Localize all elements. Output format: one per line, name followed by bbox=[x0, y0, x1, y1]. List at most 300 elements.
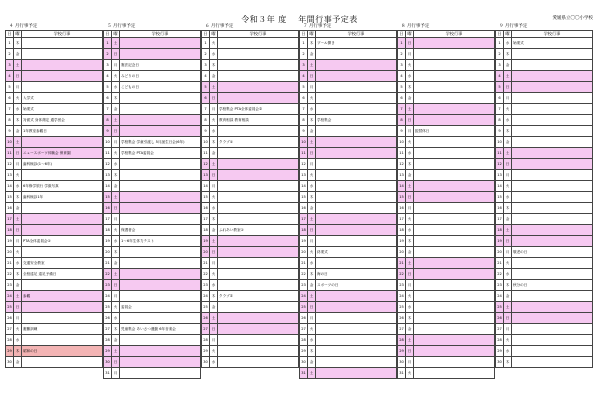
event-cell bbox=[512, 137, 593, 148]
day-row bbox=[202, 203, 299, 214]
event-cell bbox=[218, 280, 299, 291]
weekday-cell: 金 bbox=[210, 225, 218, 236]
day-number: 15 bbox=[398, 192, 406, 203]
day-number: 21 bbox=[398, 258, 406, 269]
month-table bbox=[397, 30, 495, 379]
day-row bbox=[6, 137, 103, 148]
day-number: 3 bbox=[496, 60, 504, 71]
event-cell bbox=[218, 302, 299, 313]
day-row bbox=[104, 82, 201, 93]
month-table bbox=[201, 30, 299, 368]
day-number: 9 bbox=[300, 126, 308, 137]
event-cell: 始業式 bbox=[512, 38, 593, 49]
event-cell bbox=[414, 181, 495, 192]
weekday-cell: 金 bbox=[210, 71, 218, 82]
weekday-cell: 火 bbox=[406, 368, 414, 379]
weekday-cell: 土 bbox=[14, 60, 22, 71]
day-row bbox=[496, 302, 593, 313]
day-row bbox=[202, 49, 299, 60]
month-column bbox=[201, 23, 299, 379]
day-row bbox=[6, 313, 103, 324]
weekday-cell: 日 bbox=[308, 148, 316, 159]
event-cell: 学校集会 bbox=[316, 115, 397, 126]
day-number: 24 bbox=[496, 291, 504, 302]
day-row bbox=[6, 269, 103, 280]
day-row bbox=[300, 368, 397, 379]
day-number: 2 bbox=[202, 49, 210, 60]
day-number: 20 bbox=[202, 247, 210, 258]
event-cell bbox=[512, 82, 593, 93]
weekday-cell: 金 bbox=[406, 170, 414, 181]
day-number: 9 bbox=[398, 126, 406, 137]
month-table bbox=[495, 30, 593, 368]
event-cell bbox=[120, 368, 201, 379]
day-row bbox=[6, 335, 103, 346]
day-number: 2 bbox=[300, 49, 308, 60]
event-cell bbox=[316, 335, 397, 346]
day-number: 4 bbox=[300, 71, 308, 82]
day-number: 7 bbox=[104, 104, 112, 115]
event-cell bbox=[414, 159, 495, 170]
weekday-cell: 金 bbox=[308, 280, 316, 291]
weekday-cell: 日 bbox=[308, 71, 316, 82]
day-row bbox=[300, 280, 397, 291]
header-row bbox=[6, 31, 103, 38]
event-cell bbox=[512, 93, 593, 104]
day-row bbox=[496, 148, 593, 159]
day-number: 17 bbox=[398, 214, 406, 225]
day-row bbox=[300, 71, 397, 82]
event-cell bbox=[512, 236, 593, 247]
weekday-cell: 水 bbox=[504, 115, 512, 126]
event-cell bbox=[120, 247, 201, 258]
weekday-cell: 土 bbox=[308, 291, 316, 302]
day-number: 4 bbox=[6, 71, 14, 82]
day-column-header: 日 bbox=[399, 30, 404, 36]
day-row bbox=[6, 181, 103, 192]
weekday-cell: 日 bbox=[112, 49, 120, 60]
day-number: 25 bbox=[202, 302, 210, 313]
weekday-cell: 火 bbox=[504, 258, 512, 269]
day-row bbox=[398, 247, 495, 258]
weekday-cell: 金 bbox=[308, 49, 316, 60]
weekday-cell: 日 bbox=[504, 159, 512, 170]
weekday-cell: 火 bbox=[112, 148, 120, 159]
weekday-cell: 土 bbox=[504, 225, 512, 236]
event-cell: 保護者会 bbox=[120, 225, 201, 236]
weekday-cell: 金 bbox=[308, 203, 316, 214]
day-row bbox=[300, 247, 397, 258]
event-cell bbox=[22, 225, 103, 236]
event-cell bbox=[22, 247, 103, 258]
day-number: 16 bbox=[496, 203, 504, 214]
day-row bbox=[496, 203, 593, 214]
day-row bbox=[6, 203, 103, 214]
event-cell bbox=[414, 82, 495, 93]
event-cell bbox=[414, 214, 495, 225]
weekday-column-header: 曜 bbox=[15, 30, 20, 36]
day-row bbox=[104, 148, 201, 159]
weekday-cell: 金 bbox=[406, 324, 414, 335]
event-cell bbox=[316, 192, 397, 203]
day-number: 4 bbox=[398, 71, 406, 82]
event-cell bbox=[512, 214, 593, 225]
day-number: 24 bbox=[6, 291, 14, 302]
day-row bbox=[300, 148, 397, 159]
event-cell bbox=[414, 170, 495, 181]
day-number: 27 bbox=[300, 324, 308, 335]
day-row bbox=[300, 115, 397, 126]
day-row bbox=[398, 269, 495, 280]
day-number: 5 bbox=[496, 82, 504, 93]
day-row bbox=[300, 126, 397, 137]
day-number: 10 bbox=[496, 137, 504, 148]
day-row bbox=[496, 258, 593, 269]
day-number: 12 bbox=[202, 159, 210, 170]
day-row bbox=[398, 159, 495, 170]
event-cell bbox=[218, 357, 299, 368]
weekday-cell: 月 bbox=[210, 104, 218, 115]
weekday-cell: 木 bbox=[14, 346, 22, 357]
weekday-cell: 日 bbox=[406, 115, 414, 126]
day-row bbox=[104, 368, 201, 379]
event-cell bbox=[316, 324, 397, 335]
day-row bbox=[398, 137, 495, 148]
day-row bbox=[398, 148, 495, 159]
event-cell bbox=[414, 225, 495, 236]
header-row bbox=[104, 31, 201, 38]
event-cell bbox=[414, 115, 495, 126]
weekday-cell: 木 bbox=[210, 60, 218, 71]
weekday-cell: 水 bbox=[308, 335, 316, 346]
weekday-cell: 土 bbox=[112, 38, 120, 49]
weekday-cell: 土 bbox=[112, 192, 120, 203]
event-cell bbox=[120, 93, 201, 104]
weekday-cell: 木 bbox=[406, 313, 414, 324]
day-number: 28 bbox=[6, 335, 14, 346]
event-cell bbox=[414, 368, 495, 379]
day-number: 15 bbox=[6, 192, 14, 203]
weekday-cell: 日 bbox=[210, 170, 218, 181]
weekday-cell: 水 bbox=[14, 258, 22, 269]
day-row bbox=[300, 60, 397, 71]
weekday-cell: 水 bbox=[210, 203, 218, 214]
weekday-cell: 水 bbox=[14, 104, 22, 115]
day-number: 1 bbox=[496, 38, 504, 49]
weekday-cell: 日 bbox=[406, 269, 414, 280]
event-cell: 海の日 bbox=[316, 269, 397, 280]
day-number: 21 bbox=[202, 258, 210, 269]
day-row bbox=[300, 324, 397, 335]
weekday-cell: 土 bbox=[210, 82, 218, 93]
day-number: 14 bbox=[6, 181, 14, 192]
weekday-cell: 土 bbox=[308, 368, 316, 379]
day-number: 11 bbox=[6, 148, 14, 159]
event-cell: 歯科検診(1～6年) bbox=[22, 159, 103, 170]
page-title: 令和３年 度 年間行事予定表 bbox=[241, 15, 358, 24]
weekday-cell: 木 bbox=[406, 82, 414, 93]
day-row bbox=[202, 71, 299, 82]
event-cell: 1年教室参観日 bbox=[22, 126, 103, 137]
day-number: 20 bbox=[6, 247, 14, 258]
day-number: 15 bbox=[300, 192, 308, 203]
day-number: 19 bbox=[398, 236, 406, 247]
weekday-cell: 金 bbox=[406, 247, 414, 258]
day-row bbox=[202, 302, 299, 313]
day-row bbox=[6, 291, 103, 302]
weekday-cell: 金 bbox=[308, 126, 316, 137]
day-number: 14 bbox=[398, 181, 406, 192]
day-row bbox=[202, 214, 299, 225]
event-cell bbox=[512, 258, 593, 269]
day-number: 22 bbox=[496, 269, 504, 280]
event-cell bbox=[512, 60, 593, 71]
day-number: 20 bbox=[496, 247, 504, 258]
event-cell bbox=[22, 335, 103, 346]
weekday-cell: 木 bbox=[504, 357, 512, 368]
day-number: 30 bbox=[202, 357, 210, 368]
weekday-cell: 月 bbox=[504, 170, 512, 181]
day-row bbox=[300, 225, 397, 236]
day-number: 12 bbox=[496, 159, 504, 170]
event-cell bbox=[22, 71, 103, 82]
day-number: 13 bbox=[202, 170, 210, 181]
weekday-cell: 月 bbox=[406, 49, 414, 60]
weekday-cell: 木 bbox=[406, 236, 414, 247]
day-row bbox=[300, 82, 397, 93]
weekday-cell: 金 bbox=[210, 302, 218, 313]
weekday-cell: 金 bbox=[406, 93, 414, 104]
event-cell bbox=[218, 181, 299, 192]
day-row bbox=[6, 93, 103, 104]
day-number: 7 bbox=[496, 104, 504, 115]
day-number: 27 bbox=[104, 324, 112, 335]
day-row bbox=[398, 170, 495, 181]
event-cell bbox=[316, 104, 397, 115]
day-row bbox=[398, 104, 495, 115]
event-cell bbox=[120, 126, 201, 137]
weekday-cell: 土 bbox=[504, 148, 512, 159]
weekday-cell: 日 bbox=[406, 38, 414, 49]
day-row bbox=[300, 357, 397, 368]
day-row bbox=[398, 324, 495, 335]
event-cell bbox=[316, 225, 397, 236]
event-cell bbox=[218, 346, 299, 357]
event-cell bbox=[414, 258, 495, 269]
day-row bbox=[496, 181, 593, 192]
event-cell bbox=[414, 137, 495, 148]
weekday-cell: 火 bbox=[14, 170, 22, 181]
weekday-cell: 木 bbox=[210, 214, 218, 225]
day-number: 22 bbox=[300, 269, 308, 280]
event-cell bbox=[22, 357, 103, 368]
day-number: 23 bbox=[202, 280, 210, 291]
day-number: 11 bbox=[300, 148, 308, 159]
day-row bbox=[300, 346, 397, 357]
weekday-cell: 火 bbox=[210, 346, 218, 357]
day-number: 26 bbox=[6, 313, 14, 324]
event-cell bbox=[414, 192, 495, 203]
weekday-cell: 月 bbox=[210, 258, 218, 269]
weekday-cell: 月 bbox=[406, 203, 414, 214]
weekday-cell: 水 bbox=[112, 82, 120, 93]
day-number: 2 bbox=[6, 49, 14, 60]
event-cell bbox=[120, 181, 201, 192]
event-cell bbox=[120, 203, 201, 214]
event-cell bbox=[512, 335, 593, 346]
day-number: 11 bbox=[398, 148, 406, 159]
event-cell bbox=[218, 324, 299, 335]
day-number: 21 bbox=[496, 258, 504, 269]
day-row bbox=[202, 137, 299, 148]
event-cell bbox=[512, 192, 593, 203]
weekday-cell: 月 bbox=[504, 93, 512, 104]
event-cell: プール開き bbox=[316, 38, 397, 49]
event-cell bbox=[414, 203, 495, 214]
day-number: 10 bbox=[202, 137, 210, 148]
day-row bbox=[6, 346, 103, 357]
event-cell bbox=[218, 148, 299, 159]
event-cell bbox=[316, 82, 397, 93]
event-cell bbox=[316, 357, 397, 368]
event-cell: 避難訓練 bbox=[22, 324, 103, 335]
event-cell: 歯科検診1年 bbox=[22, 192, 103, 203]
day-number: 26 bbox=[202, 313, 210, 324]
day-number: 23 bbox=[104, 280, 112, 291]
day-number: 2 bbox=[496, 49, 504, 60]
day-row bbox=[6, 170, 103, 181]
weekday-cell: 月 bbox=[112, 214, 120, 225]
day-number: 25 bbox=[104, 302, 112, 313]
day-number: 29 bbox=[104, 346, 112, 357]
day-number: 14 bbox=[300, 181, 308, 192]
day-row bbox=[6, 159, 103, 170]
day-number: 17 bbox=[300, 214, 308, 225]
event-cell bbox=[218, 49, 299, 60]
day-number: 1 bbox=[104, 38, 112, 49]
event-cell bbox=[512, 291, 593, 302]
weekday-cell: 月 bbox=[210, 335, 218, 346]
day-row bbox=[202, 225, 299, 236]
day-row bbox=[6, 247, 103, 258]
event-cell bbox=[120, 313, 201, 324]
day-row bbox=[496, 71, 593, 82]
weekday-cell: 日 bbox=[210, 247, 218, 258]
event-cell: 学校集会 PTA全体委員会② bbox=[218, 104, 299, 115]
event-cell bbox=[512, 115, 593, 126]
day-number: 25 bbox=[496, 302, 504, 313]
day-number: 28 bbox=[496, 335, 504, 346]
day-row bbox=[300, 159, 397, 170]
event-cell bbox=[218, 203, 299, 214]
weekday-column-header: 曜 bbox=[505, 30, 510, 36]
weekday-cell: 火 bbox=[112, 225, 120, 236]
event-cell bbox=[218, 258, 299, 269]
event-cell bbox=[22, 313, 103, 324]
day-number: 3 bbox=[398, 60, 406, 71]
event-cell bbox=[120, 269, 201, 280]
weekday-cell: 日 bbox=[112, 203, 120, 214]
weekday-cell: 月 bbox=[406, 126, 414, 137]
weekday-cell: 土 bbox=[406, 104, 414, 115]
day-row bbox=[496, 291, 593, 302]
event-cell bbox=[512, 148, 593, 159]
day-number: 4 bbox=[496, 71, 504, 82]
weekday-cell: 木 bbox=[112, 170, 120, 181]
day-row bbox=[202, 258, 299, 269]
day-number: 7 bbox=[202, 104, 210, 115]
day-row bbox=[300, 181, 397, 192]
day-number: 5 bbox=[6, 82, 14, 93]
event-column-header: 学校行事 bbox=[22, 31, 103, 38]
day-column-header: 日 bbox=[105, 30, 110, 36]
event-cell bbox=[316, 313, 397, 324]
weekday-cell: 土 bbox=[112, 269, 120, 280]
weekday-cell: 土 bbox=[406, 258, 414, 269]
weekday-cell: 木 bbox=[308, 115, 316, 126]
day-row bbox=[300, 49, 397, 60]
event-cell: 秋分の日 bbox=[512, 280, 593, 291]
weekday-cell: 火 bbox=[406, 137, 414, 148]
event-cell bbox=[414, 313, 495, 324]
weekday-cell: 日 bbox=[112, 280, 120, 291]
day-number: 12 bbox=[104, 159, 112, 170]
day-number: 15 bbox=[104, 192, 112, 203]
day-row bbox=[398, 214, 495, 225]
event-cell bbox=[120, 280, 201, 291]
event-cell bbox=[316, 258, 397, 269]
day-number: 11 bbox=[104, 148, 112, 159]
day-number: 13 bbox=[300, 170, 308, 181]
weekday-cell: 土 bbox=[406, 335, 414, 346]
event-cell bbox=[512, 126, 593, 137]
weekday-cell: 火 bbox=[504, 335, 512, 346]
event-column-header: 学校行事 bbox=[512, 31, 593, 38]
day-row bbox=[202, 280, 299, 291]
event-column-header: 学校行事 bbox=[316, 31, 397, 38]
weekday-column-header: 曜 bbox=[309, 30, 314, 36]
day-row bbox=[202, 335, 299, 346]
event-cell bbox=[414, 49, 495, 60]
weekday-cell: 金 bbox=[504, 60, 512, 71]
event-cell: 交通安全教室 bbox=[22, 258, 103, 269]
weekday-cell: 火 bbox=[504, 104, 512, 115]
day-number: 26 bbox=[300, 313, 308, 324]
weekday-column-header: 曜 bbox=[113, 30, 118, 36]
day-number: 14 bbox=[496, 181, 504, 192]
day-number: 18 bbox=[398, 225, 406, 236]
weekday-cell: 日 bbox=[210, 324, 218, 335]
event-cell bbox=[414, 269, 495, 280]
weekday-cell: 日 bbox=[14, 302, 22, 313]
day-row bbox=[300, 192, 397, 203]
day-number: 29 bbox=[496, 346, 504, 357]
event-cell bbox=[218, 82, 299, 93]
day-number: 12 bbox=[398, 159, 406, 170]
day-number: 28 bbox=[398, 335, 406, 346]
event-column-header: 学校行事 bbox=[218, 31, 299, 38]
day-number: 27 bbox=[496, 324, 504, 335]
day-row bbox=[6, 49, 103, 60]
day-number: 20 bbox=[104, 247, 112, 258]
event-cell bbox=[22, 302, 103, 313]
month-heading: ８ 月行事予定 bbox=[401, 24, 430, 29]
day-number: 2 bbox=[104, 49, 112, 60]
weekday-cell: 木 bbox=[406, 159, 414, 170]
event-cell bbox=[22, 137, 103, 148]
day-number: 9 bbox=[496, 126, 504, 137]
day-row bbox=[202, 60, 299, 71]
